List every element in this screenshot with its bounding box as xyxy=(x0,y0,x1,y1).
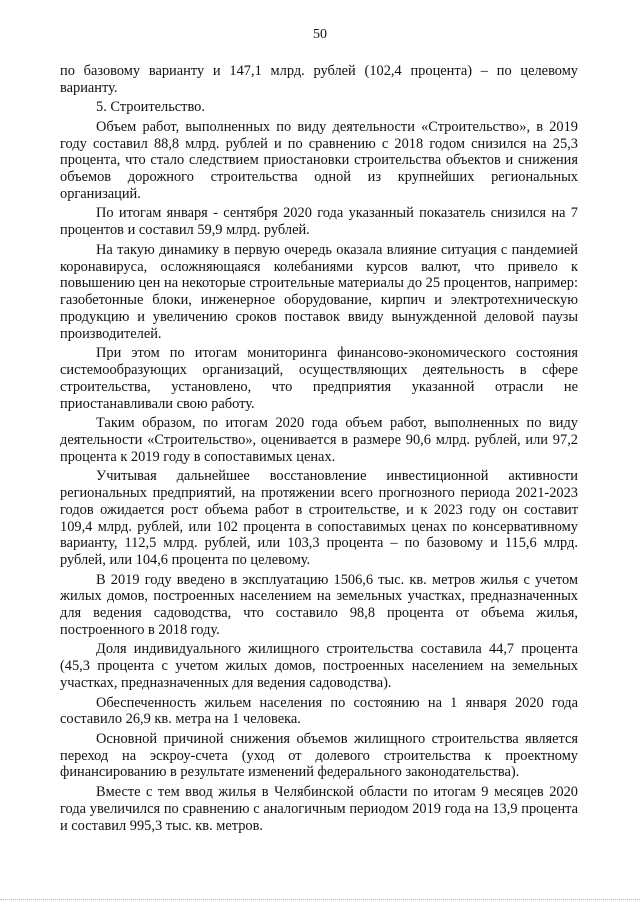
page-number: 50 xyxy=(313,27,327,42)
paragraph: Основной причиной снижения объемов жилищного строительства является переход на эскроу-счета (уход от долевого строительства к проектному финансированию в результате изменений федерального законодательства). xyxy=(60,730,578,781)
paragraph: По итогам января - сентября 2020 года указанный показатель снизился на 7 процентов и составил 59,9 млрд. рублей. xyxy=(60,205,578,239)
paragraph: Вместе с тем ввод жилья в Челябинской области по итогам 9 месяцев 2020 года увеличился по сравнению с аналогичным периодом 2019 года на 13,9 процента и составил 995,3 тыс. кв. метров. xyxy=(60,783,578,834)
paragraph: Учитывая дальнейшее восстановление инвестиционной активности региональных предприятий, на протяжении всего прогнозного периода 2021-2023 годов ожидается рост объема работ в строительстве, и к 2023 году он составит 109,4 млрд. рублей, или 102 процента в сопоставимых ценах по консервативному варианту, 112,5 млрд. рублей, или 103,3 процента – по базовому и 115,6 млрд. рублей, или 104,6 процента по целевому. xyxy=(60,468,578,569)
section-heading: 5. Строительство. xyxy=(96,99,205,116)
paragraph: Доля индивидуального жилищного строительства составила 44,7 процента (45,3 процента с учетом жилых домов, построенных населением на земельных участках, предназначенных для ведения садоводства). xyxy=(60,641,578,692)
paragraph: На такую динамику в первую очередь оказала влияние ситуация с пандемией коронавируса, осложняющаяся колебаниями курсов валют, что привело к повышению цен на некоторые строительные материалы до 25 процентов, например: газобетонные блоки, инженерное оборудование, кирпич и электротехническую продукцию и увеличению сроков поставок ввиду вынужденной деловой паузы производителей. xyxy=(60,241,578,342)
paragraph: В 2019 году введено в эксплуатацию 1506,6 тыс. кв. метров жилья с учетом жилых домов, построенных населением на земельных участках, предназначенных для ведения садоводства, что составило 98,8 процента от объема жилья, построенного в 2018 году. xyxy=(60,571,578,638)
paragraph: Таким образом, по итогам 2020 года объем работ, выполненных по виду деятельности «Строительство», оценивается в размере 90,6 млрд. рублей, или 97,2 процента к 2019 году в сопоставимых ценах. xyxy=(60,415,578,465)
paragraph-continuation: по базовому варианту и 147,1 млрд. рублей (102,4 процента) – по целевому варианту. xyxy=(60,63,578,96)
document-body xyxy=(60,63,578,837)
paragraph: Обеспеченность жильем населения по состоянию на 1 января 2020 года составило 26,9 кв. метра на 1 человека. xyxy=(60,694,578,728)
bottom-page-edge xyxy=(0,899,640,900)
paragraph: Объем работ, выполненных по виду деятельности «Строительство», в 2019 году составил 88,8 млрд. рублей и по сравнению с 2018 годом снизился на 25,3 процента, что стало следствием приостановки строительства объектов и снижения объемов дорожного строительства одной из крупнейших региональных организаций. xyxy=(60,118,578,202)
paragraph: При этом по итогам мониторинга финансово-экономического состояния системообразующих организаций, осуществляющих деятельность в сфере строительства, установлено, что предприятия указанной отрасли не приостанавливали свою работу. xyxy=(60,345,578,412)
